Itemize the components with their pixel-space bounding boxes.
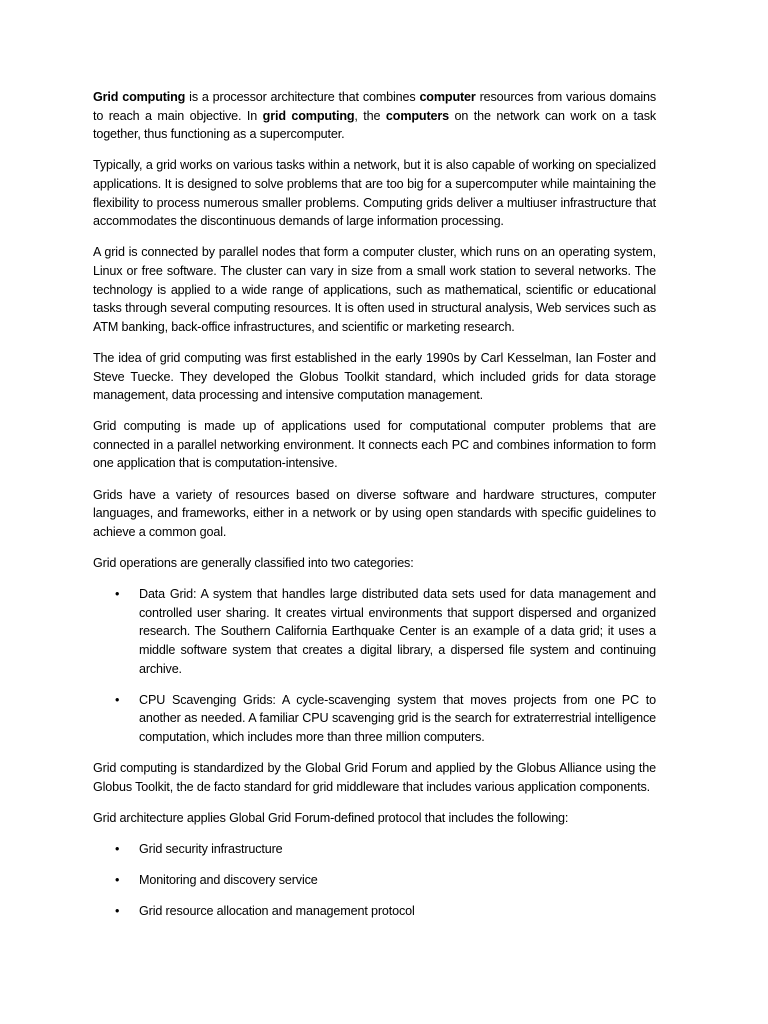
paragraph-grid-tasks: Typically, a grid works on various tasks within a network, but it is also capable of working on specialized applications. It is designed to solve problems that are too big for a supercomputer while maintaining the flexibility to process numerous smaller problems. Computing grids deliver a multiuser infrastructure that accommodates the discontinuous demands of large information processing.: [93, 158, 656, 229]
intro-text: resources from various domains to reach a main objective. In: [93, 90, 656, 123]
paragraph-grid-architecture: Grid architecture applies Global Grid Forum-defined protocol that includes the following:: [93, 810, 569, 825]
paragraph-grid-operations: Grid operations are generally classified into two categories:: [93, 556, 414, 571]
protocols-list: [93, 840, 656, 921]
list-item-text: CPU Scavenging Grids: A cycle-scavenging system that moves projects from one PC to another as needed. A familiar CPU scavenging grid is the search for extraterrestrial intelligence computation, which includes more than three million computers.: [139, 692, 656, 744]
bullet-icon: •: [115, 872, 120, 887]
paragraph-grid-applications: Grid computing is made up of applications used for computational computer problems that are connected in a parallel networking environment. It connects each PC and combines information to form one application that is computation-intensive.: [93, 419, 656, 471]
bold-term: computers: [385, 108, 449, 123]
list-item: [93, 902, 656, 921]
bullet-icon: •: [115, 692, 120, 707]
paragraph-grid-history: The idea of grid computing was first established in the early 1990s by Carl Kesselman, Ian Foster and Steve Tuecke. They developed the Globus Toolkit standard, which included grids for data storage management, data processing and intensive computation management.: [93, 350, 656, 403]
paragraph-grid-standard: Grid computing is standardized by the Global Grid Forum and applied by the Globus Alliance using the Globus Toolkit, the de facto standard for grid middleware that includes various application components.: [93, 760, 656, 794]
paragraph-grid-resources: Grids have a variety of resources based on diverse software and hardware structures, computer languages, and frameworks, either in a network or by using open standards with specific guidelines to achieve a common goal.: [93, 487, 656, 539]
intro-text: on the network can work on a task together, thus functioning as a supercomputer.: [93, 108, 657, 142]
paragraph-grid-nodes: A grid is connected by parallel nodes that form a computer cluster, which runs on an operating system, Linux or free software. The cluster can vary in size from a small work station to several networks. The technology is applied to a wide range of applications, such as mathematical, scientific or educational tasks through several computing resources. It is often used in structural analysis, Web services such as ATM banking, back-office infrastructures, and scientific or marketing research.: [93, 245, 656, 334]
intro-text: is a processor architecture that combines: [185, 90, 420, 104]
list-item: [93, 585, 656, 678]
bullet-icon: •: [115, 841, 120, 856]
list-item: [93, 691, 656, 747]
list-item-text: Grid resource allocation and management protocol: [139, 903, 415, 918]
bullet-icon: •: [115, 903, 120, 918]
bold-term: grid computing: [262, 108, 355, 123]
intro-text: , the: [354, 108, 386, 123]
bold-term: Grid computing: [93, 90, 186, 104]
document-body: [93, 88, 656, 933]
bold-term: computer: [419, 90, 476, 104]
bullet-icon: •: [115, 587, 120, 602]
categories-list: [93, 585, 656, 746]
list-item-text: Monitoring and discovery service: [139, 872, 318, 887]
list-item: [93, 840, 656, 859]
list-item: [93, 871, 656, 890]
list-item-text: Grid security infrastructure: [139, 841, 283, 856]
list-item-text: Data Grid: A system that handles large distributed data sets used for data management and controlled user sharing. It creates virtual environments that support dispersed and organized research. The Southern California Earthquake Center is an example of a data grid; it uses a middle software system that creates a digital library, a dispersed file system and continuing archive.: [139, 587, 656, 676]
intro-paragraph: [93, 88, 656, 144]
